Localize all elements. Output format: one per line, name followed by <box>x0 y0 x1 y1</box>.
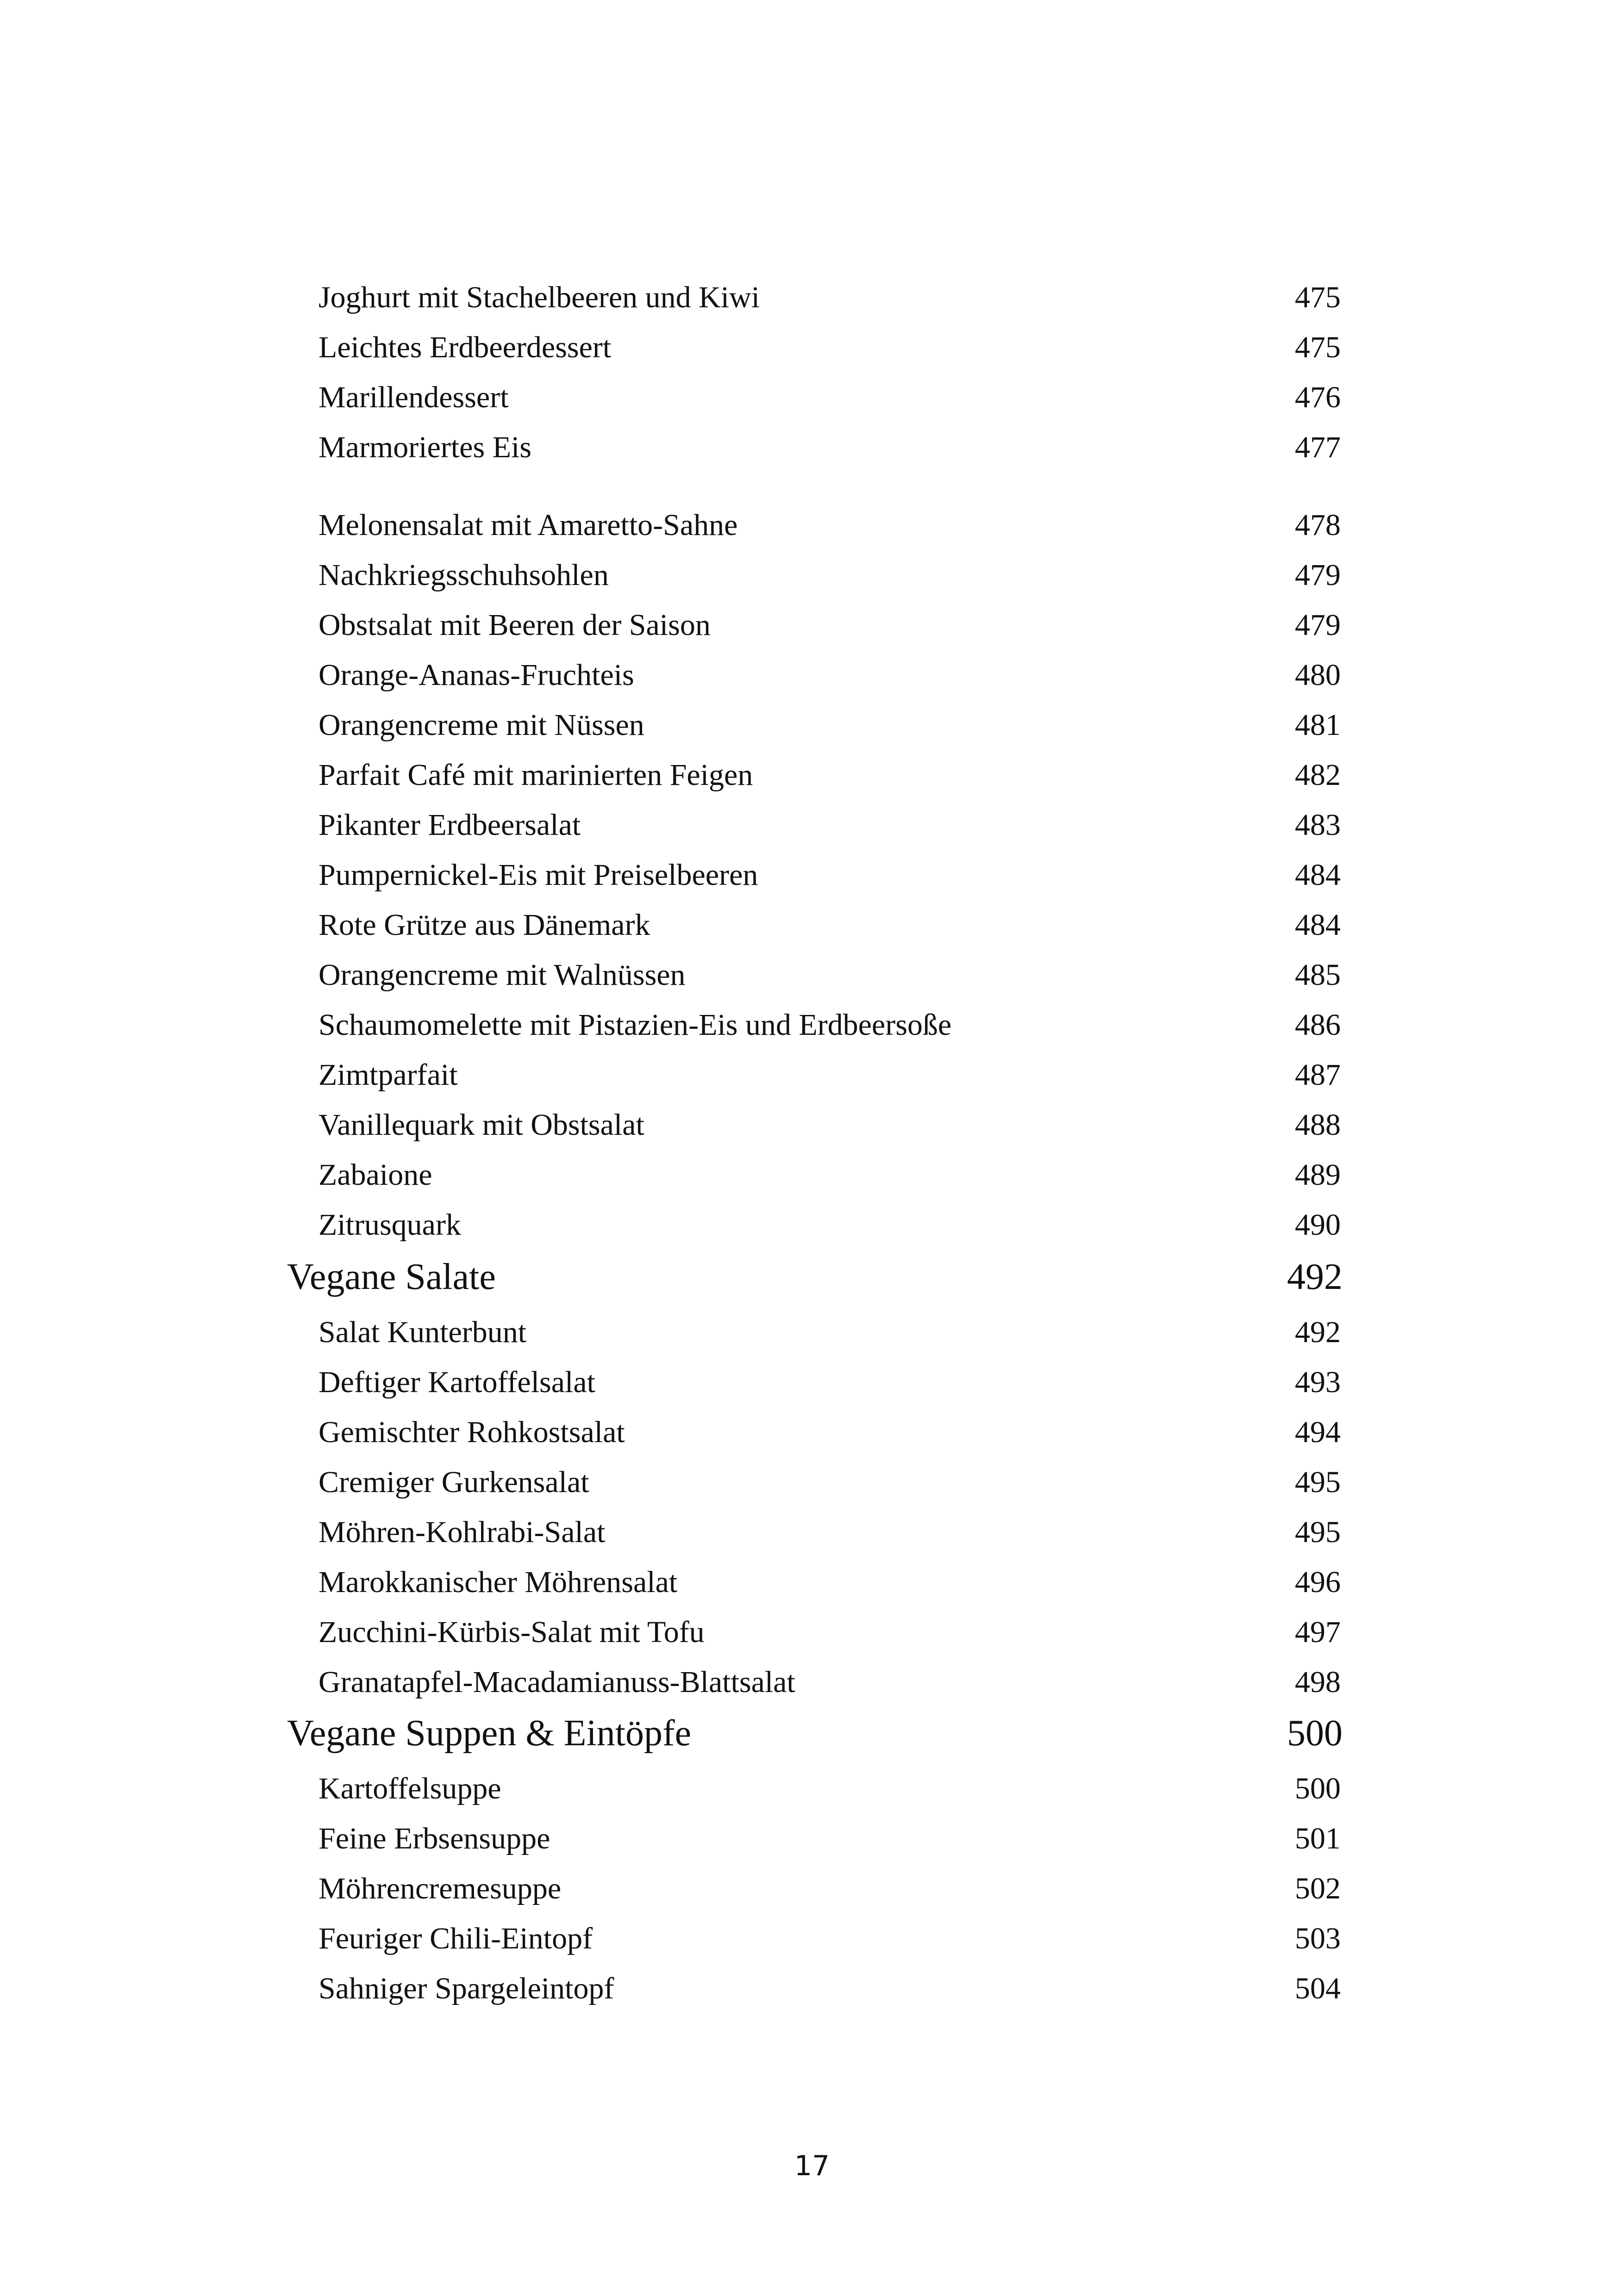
toc-entry <box>0 1512 1624 1553</box>
toc-entry <box>0 1968 1624 2010</box>
toc-entry-page-number: 500 <box>1295 1772 1341 1805</box>
toc-entry <box>0 504 1624 546</box>
toc-entry <box>0 277 1624 318</box>
toc-entry-page-number: 476 <box>1295 380 1341 414</box>
toc-entry-title: Orange-Ananas-Fruchteis <box>319 658 634 692</box>
toc-entry-title: Marokkanischer Möhrensalat <box>319 1565 678 1599</box>
toc-section-entry <box>0 1712 1624 1754</box>
toc-entry <box>0 1054 1624 1096</box>
toc-entry <box>0 1768 1624 1810</box>
toc-entry-title: Möhren-Kohlrabi-Salat <box>319 1515 606 1549</box>
toc-entry <box>0 377 1624 418</box>
toc-entry-page-number: 475 <box>1295 330 1341 364</box>
toc-entry-page-number: 490 <box>1295 1208 1341 1242</box>
toc-entry-page-number: 479 <box>1295 558 1341 592</box>
toc-entry-title: Nachkriegsschuhsohlen <box>319 558 609 592</box>
toc-entry <box>0 1362 1624 1403</box>
toc-entry <box>0 1918 1624 1960</box>
toc-entry <box>0 804 1624 846</box>
toc-entry <box>0 1661 1624 1703</box>
toc-entry-page-number: 488 <box>1295 1108 1341 1142</box>
toc-entry-page-number: 495 <box>1295 1465 1341 1499</box>
toc-entry-title: Rote Grütze aus Dänemark <box>319 908 650 942</box>
toc-entry <box>0 1154 1624 1196</box>
toc-entry-title: Schaumomelette mit Pistazien-Eis und Erdbeersoße <box>319 1008 952 1042</box>
toc-entry-page-number: 500 <box>1287 1713 1343 1754</box>
toc-entry-title: Orangencreme mit Nüssen <box>319 708 644 742</box>
toc-entry-page-number: 493 <box>1295 1365 1341 1399</box>
toc-entry-page-number: 479 <box>1295 608 1341 642</box>
toc-entry-title: Sahniger Spargeleintopf <box>319 1972 614 2005</box>
toc-entry <box>0 427 1624 468</box>
toc-entry-title: Möhrencremesuppe <box>319 1872 562 1905</box>
toc-entry <box>0 654 1624 696</box>
toc-entry-title: Cremiger Gurkensalat <box>319 1465 589 1499</box>
toc-entry <box>0 327 1624 368</box>
toc-entry-title: Parfait Café mit marinierten Feigen <box>319 758 753 792</box>
toc-entry <box>0 954 1624 996</box>
toc-entry-title: Leichtes Erdbeerdessert <box>319 330 612 364</box>
toc-entry <box>0 1004 1624 1046</box>
toc-entry-page-number: 502 <box>1295 1872 1341 1905</box>
toc-entry-page-number: 504 <box>1295 1972 1341 2005</box>
toc-entry <box>0 1818 1624 1860</box>
toc-entry <box>0 1412 1624 1453</box>
toc-entry-page-number: 494 <box>1295 1415 1341 1449</box>
toc-entry-page-number: 498 <box>1295 1665 1341 1699</box>
toc-entry-title: Granatapfel-Macadamianuss-Blattsalat <box>319 1665 795 1699</box>
toc-entry-page-number: 501 <box>1295 1822 1341 1855</box>
toc-entry-page-number: 483 <box>1295 808 1341 842</box>
toc-entry <box>0 1104 1624 1146</box>
toc-entry-title: Feine Erbsensuppe <box>319 1822 550 1855</box>
toc-entry-page-number: 484 <box>1295 908 1341 942</box>
toc-entry <box>0 1562 1624 1603</box>
toc-entry <box>0 904 1624 946</box>
toc-entry-title: Joghurt mit Stachelbeeren und Kiwi <box>319 280 760 314</box>
toc-entry-page-number: 486 <box>1295 1008 1341 1042</box>
toc-entry-title: Zucchini-Kürbis-Salat mit Tofu <box>319 1615 705 1649</box>
toc-entry-title: Vanillequark mit Obstsalat <box>319 1108 644 1142</box>
toc-entry <box>0 854 1624 896</box>
toc-entry-page-number: 485 <box>1295 958 1341 992</box>
toc-entry-page-number: 496 <box>1295 1565 1341 1599</box>
toc-entry-title: Feuriger Chili-Eintopf <box>319 1922 593 1955</box>
toc-entry <box>0 1612 1624 1653</box>
toc-entry <box>0 754 1624 796</box>
toc-entry-title: Salat Kunterbunt <box>319 1315 527 1349</box>
toc-entry <box>0 1462 1624 1503</box>
toc-entry-title: Zabaione <box>319 1158 432 1192</box>
toc-entry-page-number: 495 <box>1295 1515 1341 1549</box>
toc-entry-page-number: 481 <box>1295 708 1341 742</box>
toc-entry-title: Melonensalat mit Amaretto-Sahne <box>319 508 738 542</box>
toc-entry <box>0 1868 1624 1910</box>
toc-entry-title: Vegane Suppen & Eintöpfe <box>287 1713 692 1754</box>
toc-entry-page-number: 477 <box>1295 430 1341 464</box>
toc-entry-page-number: 492 <box>1287 1257 1343 1297</box>
toc-entry-title: Kartoffelsuppe <box>319 1772 501 1805</box>
toc-entry-page-number: 503 <box>1295 1922 1341 1955</box>
toc-entry-page-number: 478 <box>1295 508 1341 542</box>
toc-entry <box>0 704 1624 746</box>
toc-entry-page-number: 489 <box>1295 1158 1341 1192</box>
toc-entry-title: Obstsalat mit Beeren der Saison <box>319 608 711 642</box>
toc-entry <box>0 554 1624 596</box>
toc-entry <box>0 1204 1624 1246</box>
toc-entry-title: Orangencreme mit Walnüssen <box>319 958 686 992</box>
toc-entry-title: Marmoriertes Eis <box>319 430 532 464</box>
toc-entry-page-number: 482 <box>1295 758 1341 792</box>
toc-entry-title: Deftiger Kartoffelsalat <box>319 1365 595 1399</box>
toc-entry-page-number: 475 <box>1295 280 1341 314</box>
toc-entry-title: Pumpernickel-Eis mit Preiselbeeren <box>319 858 758 892</box>
toc-entry-title: Vegane Salate <box>287 1257 496 1297</box>
toc-entry-title: Zitrusquark <box>319 1208 461 1242</box>
toc-entry-title: Zimtparfait <box>319 1058 458 1092</box>
toc-entry <box>0 604 1624 646</box>
toc-entry-page-number: 480 <box>1295 658 1341 692</box>
toc-entry-page-number: 484 <box>1295 858 1341 892</box>
toc-entry-title: Gemischter Rohkostsalat <box>319 1415 625 1449</box>
toc-entry-title: Pikanter Erdbeersalat <box>319 808 581 842</box>
toc-entry-page-number: 497 <box>1295 1615 1341 1649</box>
toc-entry-page-number: 492 <box>1295 1315 1341 1349</box>
toc-entry <box>0 1312 1624 1353</box>
page-number: 17 <box>794 2150 830 2182</box>
toc-entry-title: Marillendessert <box>319 380 509 414</box>
toc-section-entry <box>0 1256 1624 1298</box>
toc-entry-page-number: 487 <box>1295 1058 1341 1092</box>
